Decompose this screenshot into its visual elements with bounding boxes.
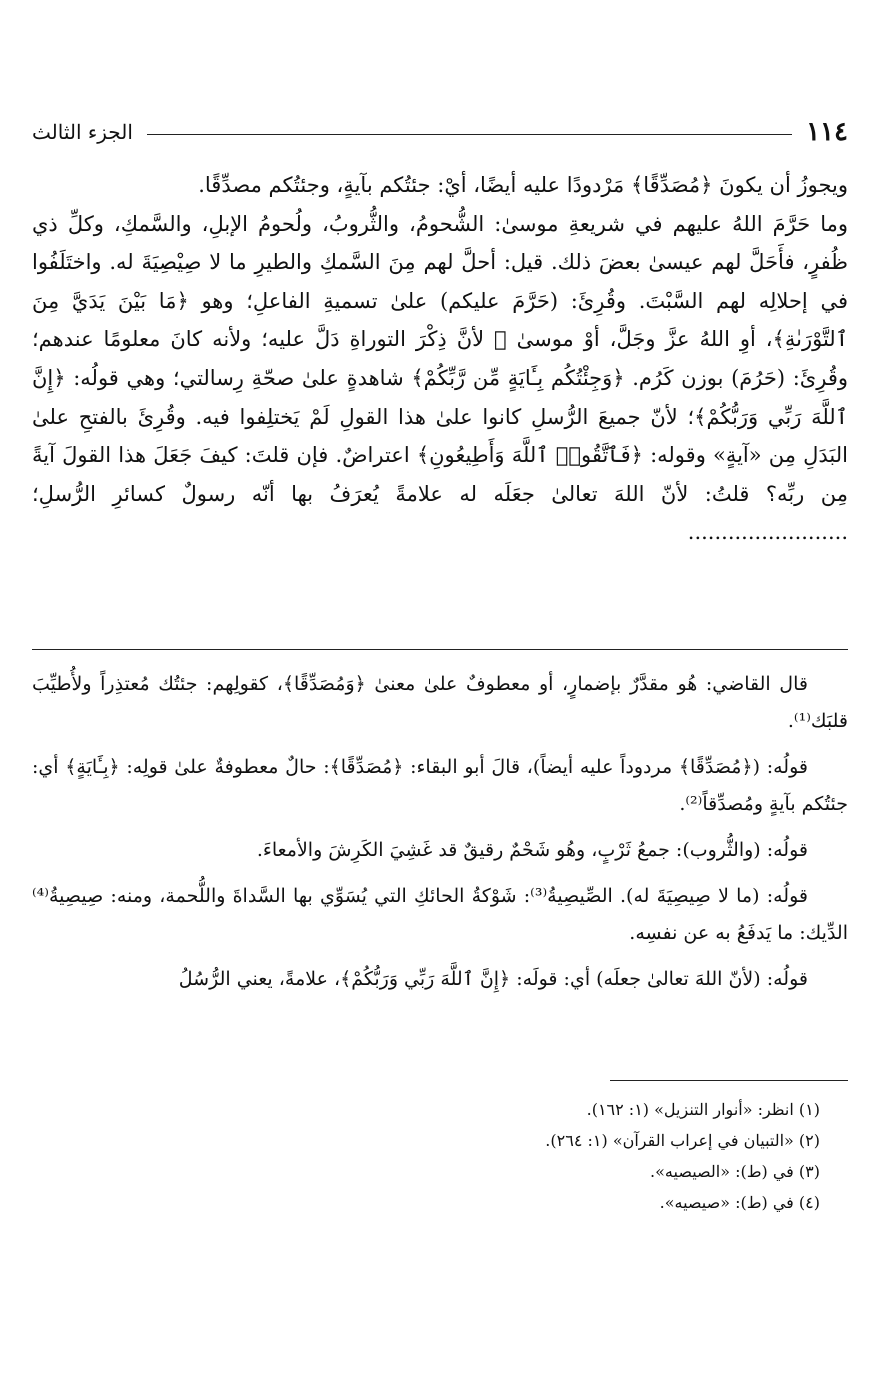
commentary-paragraph: قولُه: (لأنّ اللهَ تعالىٰ جعلَه) أي: قولَه: ﴿إِنَّ ٱللَّهَ رَبِّي وَرَبُّكُمْ﴾، علامةً، يعني الرُّسُلُ: [178, 968, 808, 990]
page-header: [32, 112, 848, 152]
commentary-paragraph: قولُه: (والثُّروب): جمعُ ثَرْبٍ، وهُو شَحْمٌ رقيقٌ قد غَشِيَ الكَرِشَ والأمعاءَ.: [256, 839, 808, 861]
main-text: [32, 166, 848, 552]
main-paragraph: وما حَرَّمَ اللهُ عليهم في شريعةِ موسىٰ: الشُّحومُ، والثُّروبُ، ولُحومُ الإبلِ، والسَّمكِ، وكلِّ ذي ظُفرٍ، فأَحَلَّ لهم عيسىٰ بعضَ ذلك. قيل: أحلَّ لهم مِنَ السَّمكِ والطيرِ ما لا صِيْصِيَةَ له. واختَلَفُوا في إحلالِه لهم السَّبْتَ. وقُرِئَ: (حَرَّمَ عليكم) علىٰ تسميةِ الفاعلِ؛ وهو ﴿مَا بَيْنَ يَدَيَّ مِنَ ٱلتَّوْرَىٰةِ﴾، أوِ اللهُ عزَّ وجَلَّ، أوْ موسىٰ ﷺ لأنَّ ذِكْرَ التوراةِ دَلَّ عليه؛ ولأنه كانَ معلومًا عندهم؛ وقُرِئَ: (حَرُمَ) بوزن كَرُم. ﴿وَجِئْتُكُم بِـَٔايَةٍ مِّن رَّبِّكُمْ﴾ شاهدةٍ علىٰ صحّةِ رِسالتي؛ وهي قولُه: ﴿إِنَّ ٱللَّهَ رَبِّي وَرَبُّكُمْ﴾؛ لأنّ جميعَ الرُّسلِ كانوا علىٰ هذا القولِ لَمْ يَختلِفوا فيه. وقُرِئَ بالفتحِ علىٰ البَدَلِ مِن «آيةٍ» وقوله: ﴿فَٱتَّقُوا۟ ٱللَّهَ وَأَطِيعُونِ﴾ اعتراضٌ. فإن قلتَ: كيفَ جَعَلَ هذا القولَ آيةً مِن ربِّه؟ قلتُ: لأنّ اللهَ تعالىٰ جعَلَه له علامةً يُعرَفُ بها أنّه رسولٌ كسائرِ الرُّسلِ؛ ........................: [32, 211, 848, 545]
volume-title: الجزء الثالث: [32, 120, 133, 144]
header-rule: [147, 134, 792, 135]
footnote-divider: [610, 1080, 848, 1081]
footnote: (٣) في (ط): «الصيصيه».: [650, 1162, 820, 1181]
commentary-section: [32, 666, 848, 1007]
footnote: (٢) «التبيان في إعراب القرآن» (١: ٢٦٤).: [545, 1131, 820, 1150]
footnotes-section: [32, 1094, 848, 1218]
footnote: (٤) في (ط): «صيصيه».: [659, 1193, 820, 1212]
main-paragraph: ويجوزُ أن يكونَ ﴿مُصَدِّقًا﴾ مَرْدودًا عليه أيضًا، أيْ: جئتُكم بآيةٍ، وجئتُكم مصدِّقًا.: [198, 173, 848, 197]
commentary-paragraph: قولُه: (﴿مُصَدِّقًا﴾ مردوداً عليه أيضاً)، قالَ أبو البقاء: ﴿مُصَدِّقًا﴾: حالٌ معطوفةٌ علىٰ قولِه: ﴿بِـَٔايَةٍ﴾ أي: جئتُكم بآيةٍ ومُصدِّقاً⁽²⁾.: [32, 756, 848, 815]
page-number: ١١٤: [806, 117, 848, 147]
commentary-paragraph: قولُه: (ما لا صِيصِيَةَ له). الصِّيصِيةُ⁽³⁾: شَوْكةُ الحائكِ التي يُسَوِّي بها السَّداةَ واللُّحمة، ومنه: صِيصِيةُ⁽⁴⁾ الدِّيك: ما يَدفَعُ به عن نفسِه.: [32, 885, 848, 944]
commentary-paragraph: قال القاضي: هُو مقدَّرٌ بإضمارٍ، أو معطوفٌ علىٰ معنىٰ ﴿وَمُصَدِّقًا﴾، كقولِهم: جئتُك مُعتذِراً ولأُطيِّبَ قلبَك⁽¹⁾.: [32, 673, 848, 732]
text-divider: [32, 649, 848, 650]
footnote: (١) انظر: «أنوار التنزيل» (١: ١٦٢).: [586, 1100, 820, 1119]
